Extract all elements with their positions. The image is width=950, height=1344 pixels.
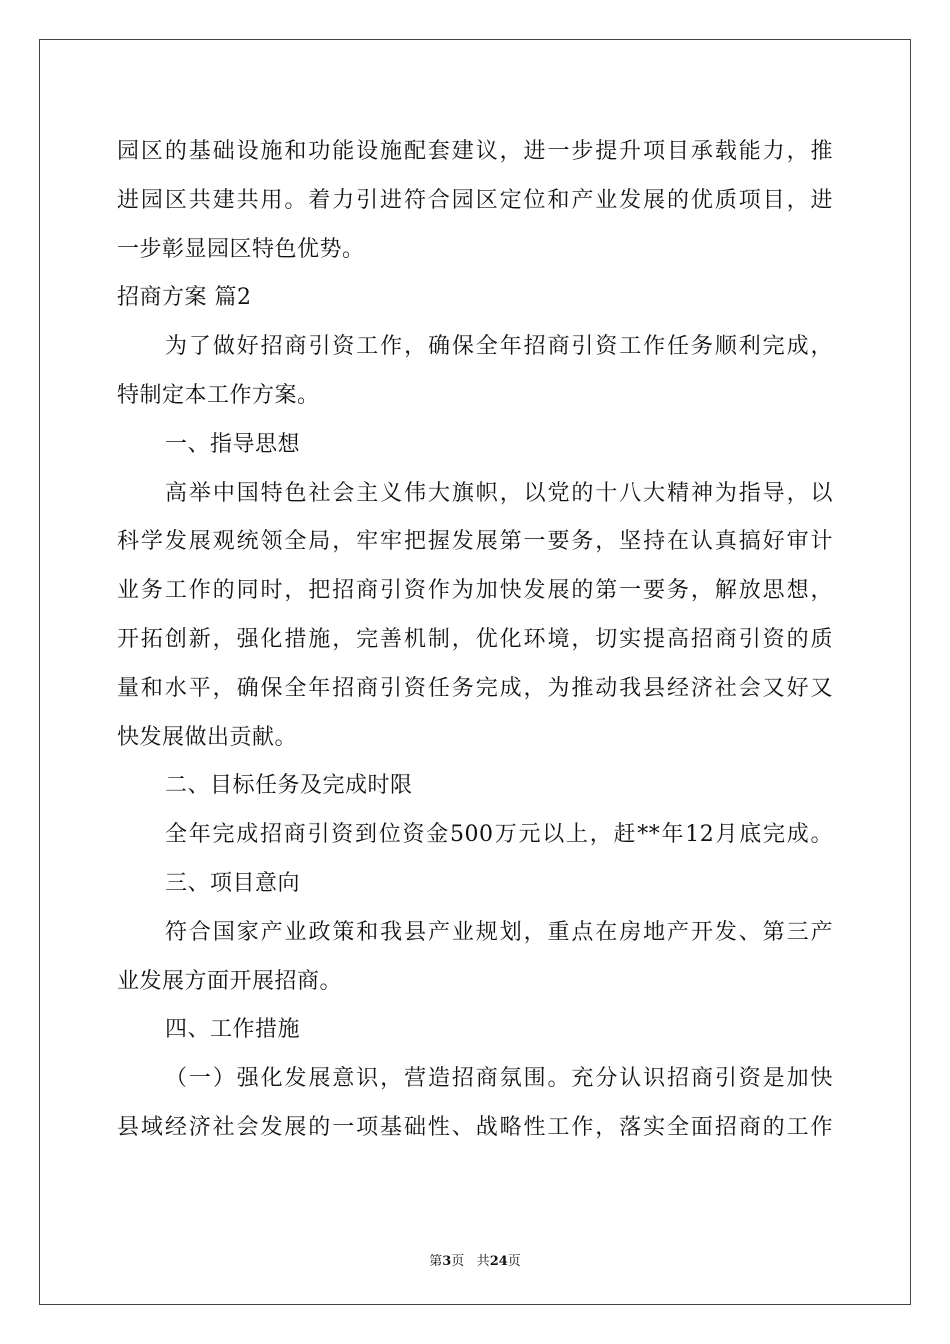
text-line: 符合国家产业政策和我县产业规划，重点在房地产开发、第三产 (165, 919, 833, 945)
total-pages: 24 (489, 1254, 508, 1269)
page-footer (0, 1250, 950, 1269)
subheading: 二、目标任务及完成时限 (165, 773, 413, 799)
text-line: 开拓创新，强化措施，完善机制，优化环境，切实提高招商引资的质 (117, 626, 833, 652)
document-body (117, 128, 833, 1153)
text-line: 业发展方面开展招商。 (117, 968, 343, 994)
total-suffix: 页 (507, 1254, 521, 1269)
text-line: 特制定本工作方案。 (117, 382, 320, 408)
subheading: 三、项目意向 (165, 870, 301, 896)
subheading: 一、指导思想 (165, 431, 301, 457)
text-line: 业务工作的同时，把招商引资作为加快发展的第一要务，解放思想， (117, 578, 833, 604)
text-line: 县域经济社会发展的一项基础性、战略性工作，落实全面招商的工作 (117, 1114, 833, 1140)
section-heading: 招商方案 篇2 (117, 285, 252, 311)
subheading: 四、工作措施 (165, 1017, 301, 1043)
text-line: 一步彰显园区特色优势。 (117, 236, 365, 262)
page-prefix: 第 (429, 1254, 443, 1269)
text-line: 园区的基础设施和功能设施配套建议，进一步提升项目承载能力，推 (117, 139, 833, 164)
text-line: 快发展做出贡献。 (117, 724, 298, 750)
text-line: 量和水平，确保全年招商引资任务完成，为推动我县经济社会又好又 (117, 675, 833, 701)
page-number: 3 (442, 1254, 452, 1269)
text-line: 进园区共建共用。着力引进符合园区定位和产业发展的优质项目，进 (117, 187, 833, 213)
text-line: 为了做好招商引资工作，确保全年招商引资工作任务顺利完成， (165, 334, 833, 360)
text-line: 高举中国特色社会主义伟大旗帜，以党的十八大精神为指导，以 (165, 480, 833, 506)
text-line: 全年完成招商引资到位资金500万元以上，赶**年12月底完成。 (165, 822, 833, 848)
text-line: （一）强化发展意识，营造招商氛围。充分认识招商引资是加快 (165, 1066, 833, 1092)
text-line: 科学发展观统领全局，牢牢把握发展第一要务，坚持在认真搞好审计 (117, 529, 833, 555)
page-suffix: 页 (451, 1254, 465, 1269)
total-prefix: 共 (476, 1254, 490, 1269)
